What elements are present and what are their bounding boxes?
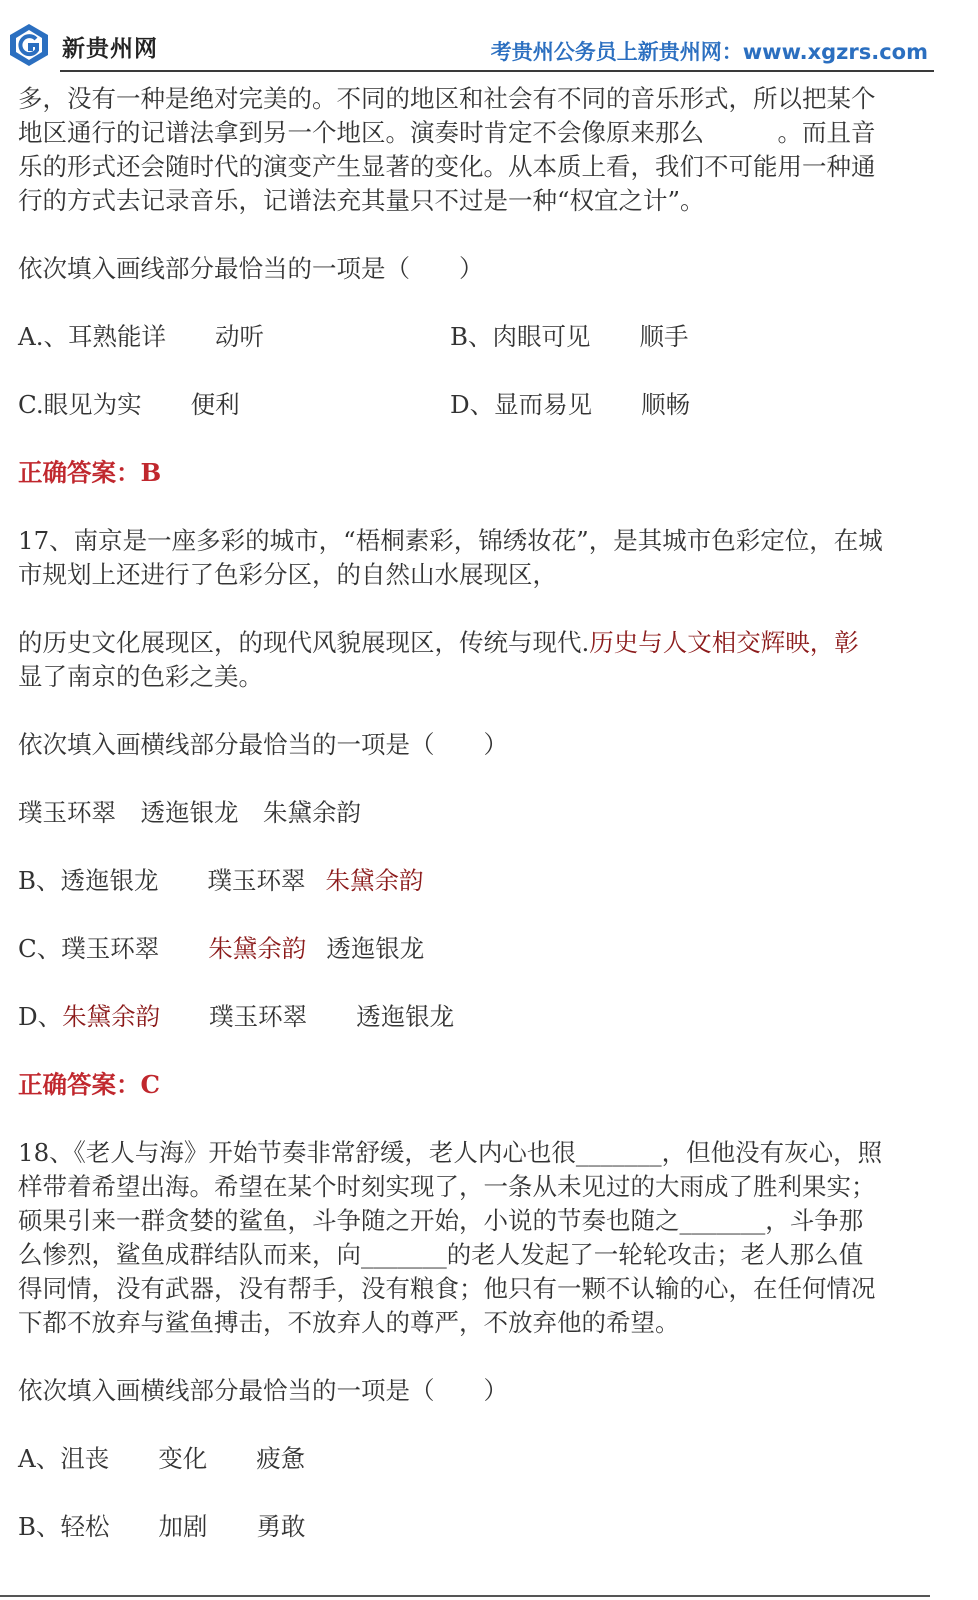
q18-passage-line: 得同情，没有武器，没有帮手，没有粮食；他只有一颗不认输的心，在任何情况 — [18, 1274, 876, 1303]
q17-option-b — [18, 864, 943, 898]
q18-option-b: B、轻松 加剧 勇敢 — [18, 1512, 306, 1541]
q17-option-d — [18, 1000, 943, 1034]
q16-option-c: C.眼见为实 便利 — [18, 390, 240, 419]
q17-option-c-text: C、璞玉环翠 — [18, 934, 209, 963]
q18-passage-line: 么惨烈，鲨鱼成群结队而来，向_______的老人发起了一轮轮攻击；老人那么值 — [18, 1240, 864, 1269]
q16-options-row-2 — [18, 388, 943, 422]
q18-passage-line: 18、《老人与海》开始节奏非常舒缓，老人内心也很_______，但他没有灰心，照 — [18, 1138, 883, 1167]
q16-options-row-1 — [18, 320, 943, 354]
q17-line3-highlight: 历史与人文相交辉映，彰 — [589, 628, 859, 657]
q16-passage-line: 乐的形式还会随时代的演变产生显著的变化。从本质上看，我们不可能用一种通 — [18, 152, 876, 181]
q17-option-d-text: 璞玉环翠 透迤银龙 — [160, 1002, 455, 1031]
q17-option-c — [18, 932, 943, 966]
header-divider — [60, 70, 934, 72]
q17-option-c-text-end: 透迤银龙 — [326, 934, 425, 963]
q17-option-a: 璞玉环翠 透迤银龙 朱黛余韵 — [18, 798, 361, 827]
footer-divider — [0, 1595, 930, 1597]
q18-passage-line: 硕果引来一群贪婪的鲨鱼，斗争随之开始，小说的节奏也随之_______，斗争那 — [18, 1206, 864, 1235]
q17-line3-text: 的历史文化展现区，的现代风貌展现区，传统与现代. — [18, 628, 590, 657]
q16-option-b: B、肉眼可见 顺手 — [450, 322, 689, 351]
q18-passage-line: 样带着希望出海。希望在某个时刻实现了，一条从未见过的大雨成了胜利果实； — [18, 1172, 876, 1201]
q18-option-a: A、沮丧 变化 疲惫 — [18, 1444, 306, 1473]
q16-answer: 正确答案：B — [18, 458, 162, 487]
q17-option-d-prefix: D、 — [18, 1002, 63, 1031]
q16-option-a: A.、耳熟能详 动听 — [18, 322, 264, 351]
q17-prompt: 依次填入画横线部分最恰当的一项是（ ） — [18, 730, 508, 759]
q18-prompt: 依次填入画横线部分最恰当的一项是（ ） — [18, 1376, 508, 1405]
q16-prompt: 依次填入画线部分最恰当的一项是（ ） — [18, 254, 484, 283]
q18-passage-line: 下都不放弃与鲨鱼搏击，不放弃人的尊严，不放弃他的希望。 — [18, 1308, 680, 1337]
q16-option-d: D、显而易见 顺畅 — [450, 390, 691, 419]
xgz-logo-icon — [6, 22, 52, 68]
q17-answer: 正确答案：C — [18, 1070, 160, 1099]
q16-passage-line: 多，没有一种是绝对完美的。不同的地区和社会有不同的音乐形式，所以把某个 — [18, 84, 876, 113]
q17-passage-line: 显了南京的色彩之美。 — [18, 662, 263, 691]
q17-passage-line — [18, 626, 943, 660]
page-header — [0, 0, 978, 80]
q17-option-d-highlight: 朱黛余韵 — [62, 1002, 161, 1031]
q16-passage-line: 地区通行的记谱法拿到另一个地区。演奏时肯定不会像原来那么 。而且音 — [18, 118, 876, 147]
q17-option-c-highlight: 朱黛余韵 — [208, 934, 307, 963]
site-logo-text: 新贵州网 — [62, 36, 158, 62]
document-body — [18, 82, 943, 1544]
q17-option-b-text: B、透迤银龙 璞玉环翠 — [18, 866, 306, 895]
q17-option-b-highlight: 朱黛余韵 — [325, 866, 424, 895]
q17-passage-line: 17、南京是一座多彩的城市，“梧桐素彩，锦绣妆花”，是其城市色彩定位，在城 — [18, 526, 883, 555]
q16-passage-line: 行的方式去记录音乐，记谱法充其量只不过是一种“权宜之计”。 — [18, 186, 705, 215]
header-slogan: 考贵州公务员上新贵州网：www.xgzrs.com — [490, 40, 928, 64]
q17-passage-line: 市规划上还进行了色彩分区，的自然山水展现区， — [18, 560, 557, 589]
